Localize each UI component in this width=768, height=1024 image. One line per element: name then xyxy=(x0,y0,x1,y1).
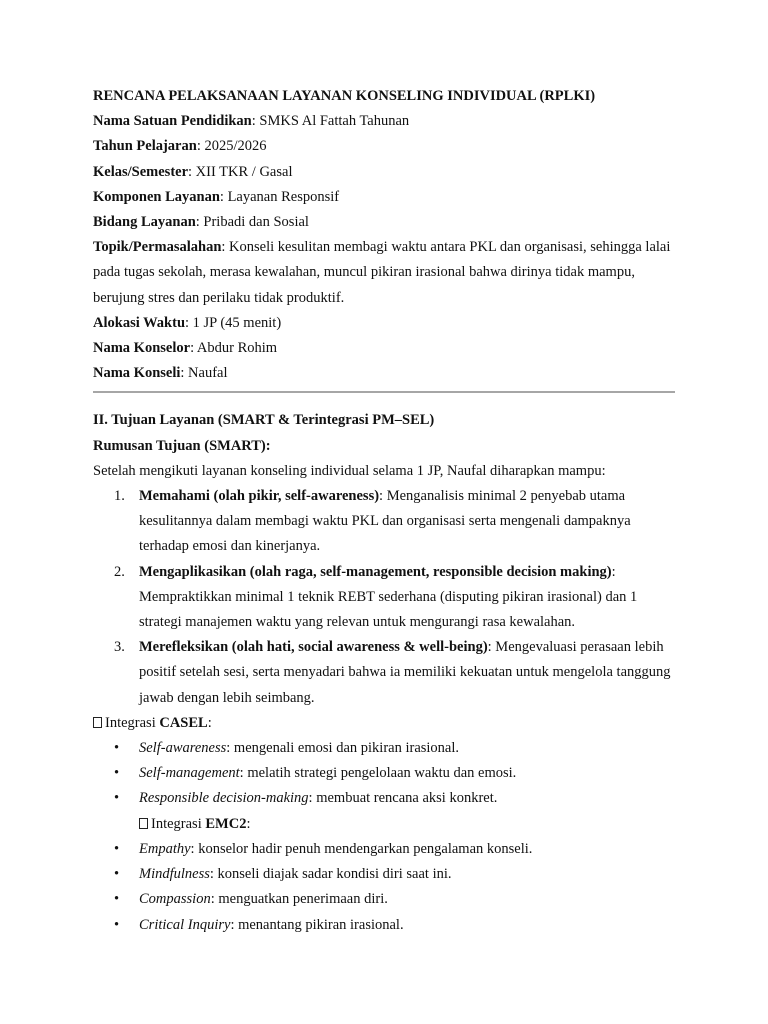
section-intro: Setelah mengikuti layanan konseling individual selama 1 JP, Naufal diharapkan mampu: xyxy=(93,462,606,479)
emc2-name: EMC2 xyxy=(205,815,247,832)
field-label: Topik/Permasalahan xyxy=(93,239,222,256)
term-text: : menantang pikiran irasional. xyxy=(230,916,404,933)
field-value: : Pribadi dan Sosial xyxy=(195,214,309,231)
list-item xyxy=(93,736,675,761)
document-page xyxy=(93,84,675,938)
emc2-list xyxy=(93,837,675,938)
bullet-icon: • xyxy=(114,866,120,883)
list-number: 1. xyxy=(114,488,125,505)
field-time xyxy=(93,311,675,336)
field-counselee xyxy=(93,361,675,386)
casel-suffix: : xyxy=(207,714,212,731)
field-counselor xyxy=(93,336,675,361)
field-year xyxy=(93,134,675,159)
field-value: : 1 JP (45 menit) xyxy=(185,314,282,331)
field-label: Tahun Pelajaran xyxy=(93,138,197,155)
field-value: : 2025/2026 xyxy=(196,138,267,155)
list-number: 3. xyxy=(114,639,125,656)
emc2-suffix: : xyxy=(246,815,251,832)
term: Critical Inquiry xyxy=(139,916,231,933)
list-item xyxy=(93,837,675,862)
field-component xyxy=(93,185,675,210)
list-number: 2. xyxy=(114,563,125,580)
list-item xyxy=(93,761,675,786)
bullet-icon: • xyxy=(114,790,120,807)
term-text: : menguatkan penerimaan diri. xyxy=(210,891,388,908)
casel-prefix: Integrasi xyxy=(105,714,160,731)
field-value: : Naufal xyxy=(180,365,228,382)
goal-title: Mengaplikasikan (olah raga, self-management, responsible decision making) xyxy=(139,563,612,580)
field-area xyxy=(93,210,675,235)
casel-name: CASEL xyxy=(159,714,208,731)
goal-text: : Menganalisis minimal 2 penyebab utama kesulitannya dalam membagi waktu PKL dan organisasi serta mengenali dampaknya terhadap emosi dan kinerjanya. xyxy=(139,488,631,555)
field-school xyxy=(93,109,675,134)
term: Empathy xyxy=(139,840,191,857)
term-text: : konselor hadir penuh mendengarkan pengalaman konseli. xyxy=(190,840,533,857)
field-value: : XII TKR / Gasal xyxy=(188,163,293,180)
field-value: : Layanan Responsif xyxy=(219,188,340,205)
checkbox-icon xyxy=(93,717,102,728)
goal-title: Merefleksikan (olah hati, social awareness & well-being) xyxy=(139,639,488,656)
term: Compassion xyxy=(139,891,211,908)
emc2-prefix: Integrasi xyxy=(151,815,206,832)
term-text: : melatih strategi pengelolaan waktu dan emosi. xyxy=(239,765,517,782)
list-item xyxy=(93,862,675,887)
list-item xyxy=(93,560,675,636)
bullet-icon: • xyxy=(114,840,120,857)
field-value: : Konseli kesulitan membagi waktu antara PKL dan organisasi, sehingga lalai pada tugas sekolah, merasa kewalahan, muncul pikiran irasional bahwa dirinya tidak mampu, berujung stres dan perilaku tidak produktif. xyxy=(93,239,671,306)
casel-list xyxy=(93,736,675,812)
field-label: Nama Konseli xyxy=(93,365,181,382)
list-item xyxy=(93,786,675,811)
term-text: : mengenali emosi dan pikiran irasional. xyxy=(226,740,460,757)
term: Self-management xyxy=(139,765,240,782)
section-subheading: Rumusan Tujuan (SMART): xyxy=(93,437,271,454)
horizontal-rule xyxy=(93,391,675,393)
field-value: : SMKS Al Fattah Tahunan xyxy=(251,113,410,130)
field-topic xyxy=(93,235,675,311)
document-title: RENCANA PELAKSANAAN LAYANAN KONSELING INDIVIDUAL (RPLKI) xyxy=(93,88,596,104)
field-label: Nama Konselor xyxy=(93,340,191,357)
checkbox-icon xyxy=(139,818,148,829)
bullet-icon: • xyxy=(114,916,120,933)
emc2-heading xyxy=(93,812,675,837)
field-label: Kelas/Semester xyxy=(93,163,189,180)
field-class xyxy=(93,160,675,185)
goal-text: : Mengevaluasi perasaan lebih positif setelah sesi, serta menyadari bahwa ia memiliki kekuatan untuk mengelola tanggung jawab dengan lebih seimbang. xyxy=(139,639,671,706)
field-label: Bidang Layanan xyxy=(93,214,196,231)
goals-list xyxy=(93,484,675,711)
bullet-icon: • xyxy=(114,740,120,757)
section-heading: II. Tujuan Layanan (SMART & Terintegrasi PM–SEL) xyxy=(93,412,435,429)
field-label: Komponen Layanan xyxy=(93,188,220,205)
list-item xyxy=(93,484,675,560)
term-text: : membuat rencana aksi konkret. xyxy=(308,790,498,807)
goal-title: Memahami (olah pikir, self-awareness) xyxy=(139,488,380,505)
term: Responsible decision-making xyxy=(139,790,309,807)
goal-text: : Mempraktikkan minimal 1 teknik REBT sederhana (disputing pikiran irasional) dan 1 strategi manajemen waktu yang relevan untuk mengurangi rasa kewalahan. xyxy=(139,563,638,631)
list-item xyxy=(93,887,675,912)
field-label: Alokasi Waktu xyxy=(93,314,186,331)
field-value: : Abdur Rohim xyxy=(190,340,278,357)
term: Mindfulness xyxy=(139,866,210,883)
list-item xyxy=(93,635,675,711)
field-label: Nama Satuan Pendidikan xyxy=(93,113,252,130)
bullet-icon: • xyxy=(114,765,120,782)
term-text: : konseli diajak sadar kondisi diri saat ini. xyxy=(209,866,452,883)
term: Self-awareness xyxy=(139,740,227,757)
casel-heading xyxy=(93,711,675,736)
bullet-icon: • xyxy=(114,891,120,908)
list-item xyxy=(93,913,675,938)
